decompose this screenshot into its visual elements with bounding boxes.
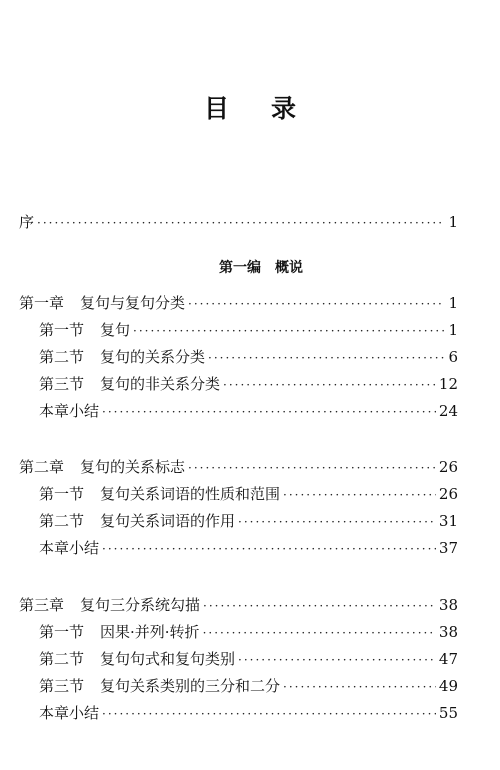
- dot-leader: [188, 457, 436, 479]
- chapter-title: 复句的关系标志: [80, 458, 186, 476]
- section-title: 复句的关系分类: [100, 348, 206, 366]
- dot-leader: [102, 401, 436, 423]
- page-number: 47: [438, 650, 458, 668]
- page-number: 1: [448, 321, 458, 339]
- dot-leader: [238, 511, 436, 533]
- page-number: 26: [438, 485, 458, 503]
- chapter-title: 复句三分系统勾描: [80, 596, 201, 614]
- chapter-number: 第一章: [19, 294, 65, 312]
- section-title: 复句的非关系分类: [100, 375, 221, 393]
- page-number: 6: [448, 348, 458, 366]
- dot-leader: [133, 320, 445, 342]
- page-number: 38: [438, 596, 458, 614]
- page-number: 24: [438, 402, 458, 420]
- preface-label: 序: [19, 213, 35, 231]
- section-number: 第一节: [39, 321, 85, 339]
- page-number: 31: [438, 512, 458, 530]
- dot-leader: [37, 212, 445, 234]
- dot-leader: [208, 347, 445, 369]
- section-title: 因果·并列·转折: [100, 623, 200, 641]
- part-heading: [0, 258, 500, 278]
- section-title: 复句关系词语的性质和范围: [100, 485, 281, 503]
- toc-section[interactable]: [39, 483, 458, 506]
- part-number: 第一编: [219, 260, 261, 276]
- page-number: 12: [438, 375, 458, 393]
- dot-leader: [238, 649, 436, 671]
- toc-chapter[interactable]: [19, 456, 458, 479]
- page-number: 38: [438, 623, 458, 641]
- page-number: 55: [438, 704, 458, 722]
- chapter-number: 第三章: [19, 596, 65, 614]
- section-title: 复句关系类别的三分和二分: [100, 677, 281, 695]
- page-number: 1: [448, 213, 458, 231]
- dot-leader: [102, 703, 436, 725]
- page-number: 49: [438, 677, 458, 695]
- section-title: 本章小结: [39, 402, 100, 420]
- dot-leader: [223, 374, 436, 396]
- page-number: 1: [448, 294, 458, 312]
- section-number: 第一节: [39, 485, 85, 503]
- page-number: 37: [438, 539, 458, 557]
- section-title: 本章小结: [39, 704, 100, 722]
- section-number: 第三节: [39, 375, 85, 393]
- dot-leader: [203, 595, 436, 617]
- toc-section[interactable]: [39, 648, 458, 671]
- toc-section[interactable]: [39, 373, 458, 396]
- toc-section[interactable]: [39, 346, 458, 369]
- toc-summary[interactable]: [39, 702, 458, 725]
- page-number: 26: [438, 458, 458, 476]
- section-title: 复句句式和复句类别: [100, 650, 236, 668]
- section-number: 第二节: [39, 348, 85, 366]
- toc-summary[interactable]: [39, 400, 458, 423]
- chapter-title: 复句与复句分类: [80, 294, 186, 312]
- section-number: 第二节: [39, 650, 85, 668]
- section-number: 第一节: [39, 623, 85, 641]
- toc-section[interactable]: [39, 675, 458, 698]
- dot-leader: [283, 676, 436, 698]
- toc-section[interactable]: [39, 621, 458, 644]
- toc-chapter[interactable]: [19, 292, 458, 315]
- section-number: 第三节: [39, 677, 85, 695]
- toc-chapter[interactable]: [19, 594, 458, 617]
- section-title: 复句关系词语的作用: [100, 512, 236, 530]
- toc-section[interactable]: [39, 510, 458, 533]
- dot-leader: [283, 484, 436, 506]
- section-title: 复句: [100, 321, 131, 339]
- part-title: 概说: [275, 260, 303, 276]
- page-title: 目录: [203, 94, 338, 123]
- toc-section[interactable]: [39, 319, 458, 342]
- chapter-number: 第二章: [19, 458, 65, 476]
- dot-leader: [203, 622, 436, 644]
- toc-summary[interactable]: [39, 537, 458, 560]
- section-number: 第二节: [39, 512, 85, 530]
- dot-leader: [102, 538, 436, 560]
- toc-entry-preface[interactable]: [19, 211, 458, 234]
- dot-leader: [188, 293, 445, 315]
- section-title: 本章小结: [39, 539, 100, 557]
